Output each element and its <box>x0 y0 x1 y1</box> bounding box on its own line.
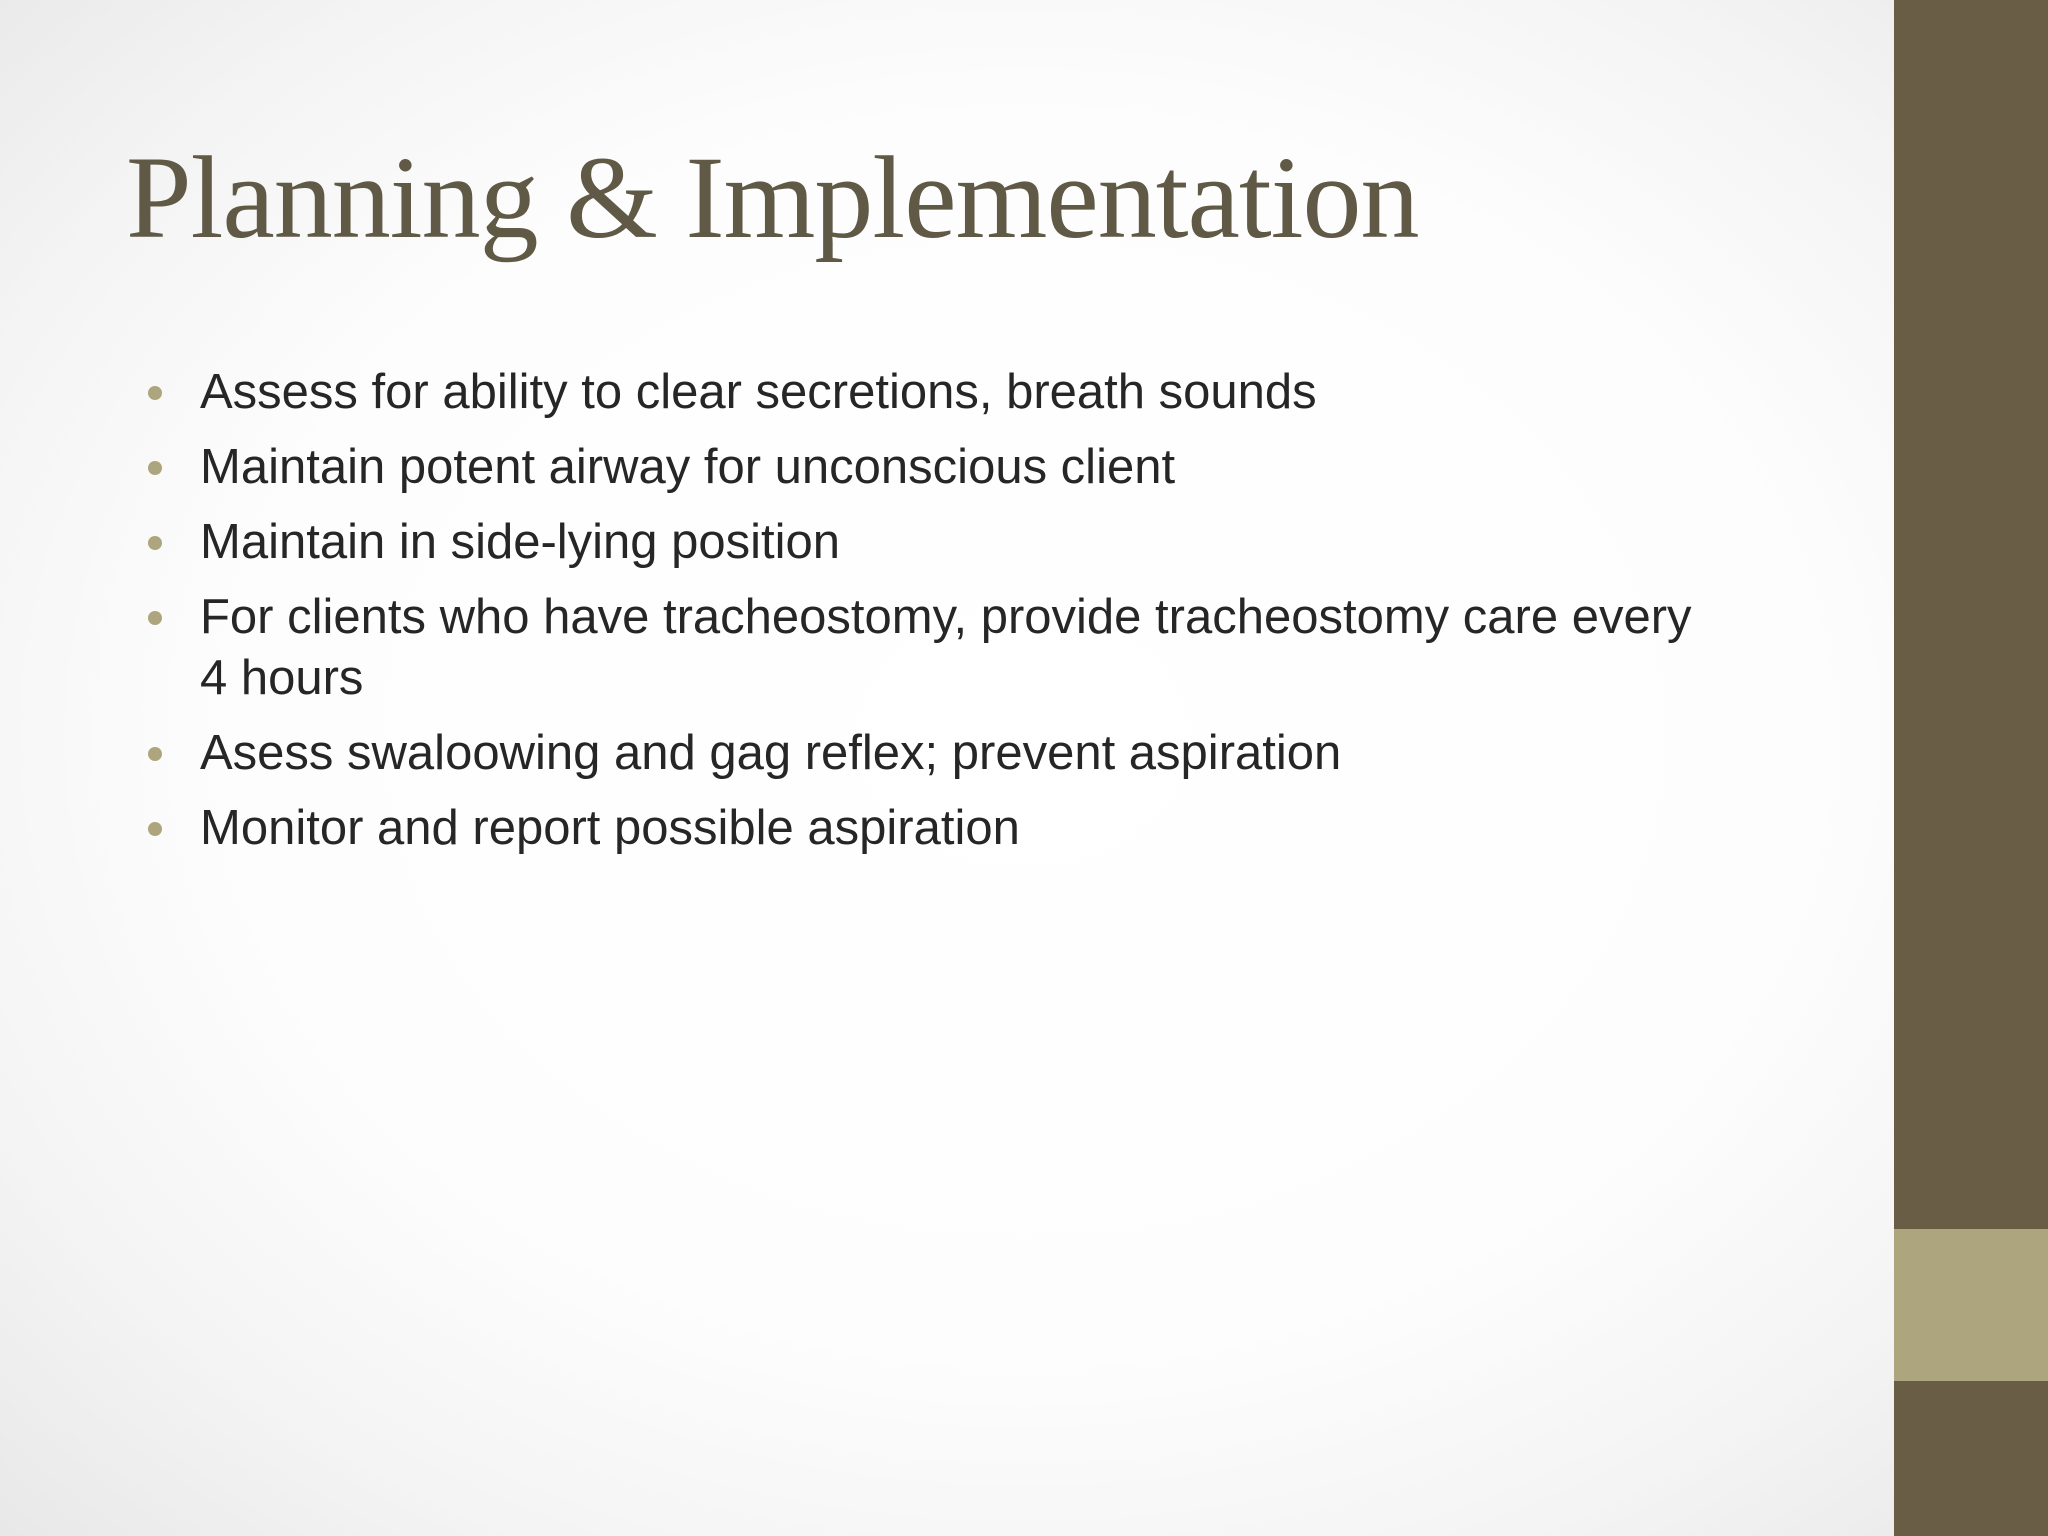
bullet-text: Assess for ability to clear secretions, breath sounds <box>200 365 1317 419</box>
bullet-item <box>148 723 1708 784</box>
bullet-dot-icon <box>148 611 162 625</box>
bullet-dot-icon <box>148 536 162 550</box>
side-accent-decoration <box>1894 1229 2048 1381</box>
slide-title: Planning & Implementation <box>126 132 1419 263</box>
bullet-text: For clients who have tracheostomy, provide tracheostomy care every 4 hours <box>200 590 1692 705</box>
bullet-dot-icon <box>148 747 162 761</box>
bullet-text: Asess swaloowing and gag reflex; prevent aspiration <box>200 726 1342 780</box>
bullet-item <box>148 437 1708 498</box>
bullet-dot-icon <box>148 461 162 475</box>
bullet-text: Monitor and report possible aspiration <box>200 801 1020 855</box>
bullet-text: Maintain potent airway for unconscious client <box>200 440 1176 494</box>
bullet-dot-icon <box>148 386 162 400</box>
bullet-text: Maintain in side-lying position <box>200 515 841 569</box>
bullet-item <box>148 512 1708 573</box>
bullet-item <box>148 587 1708 709</box>
bullet-list <box>148 362 1708 873</box>
bullet-item <box>148 362 1708 423</box>
bullet-dot-icon <box>148 822 162 836</box>
bullet-item <box>148 798 1708 859</box>
